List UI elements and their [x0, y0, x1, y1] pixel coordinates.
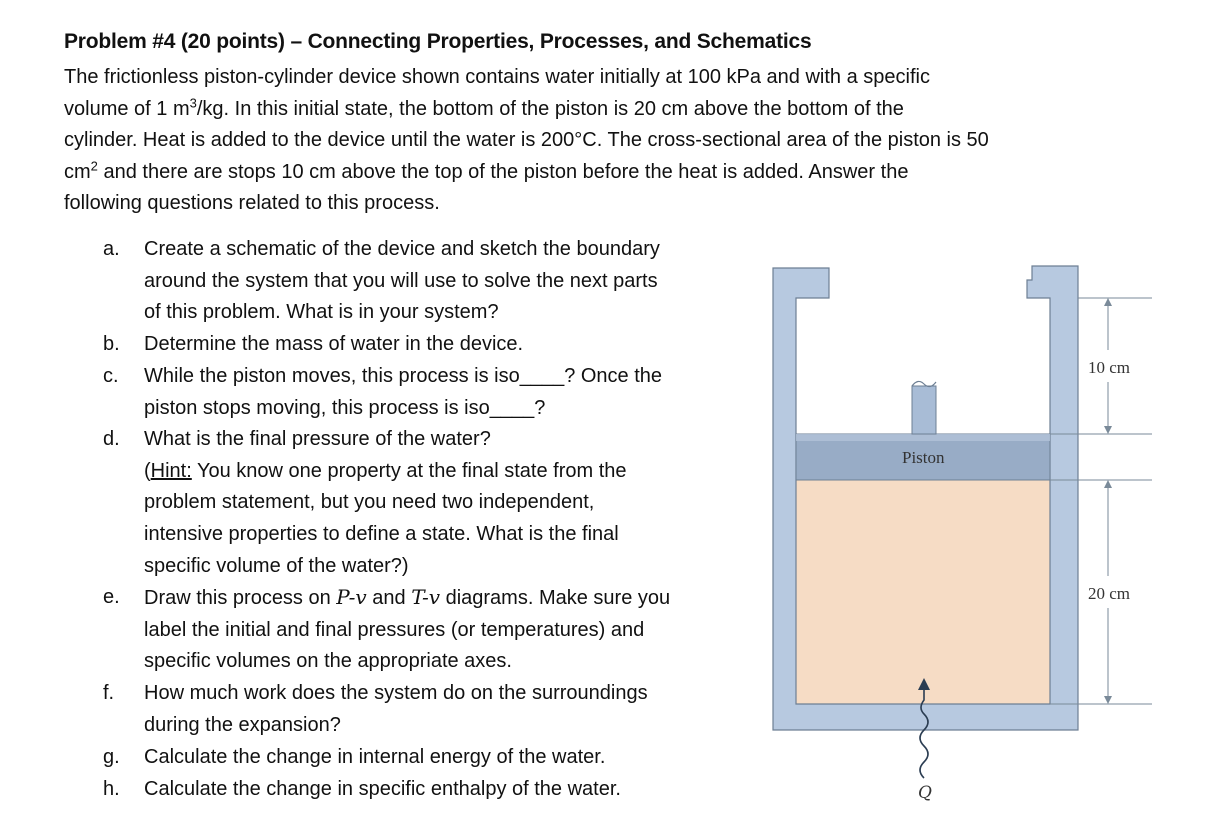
question-line — [144, 582, 744, 615]
arrow-down-icon — [1104, 426, 1112, 434]
statement-line — [64, 125, 1144, 157]
question-body — [144, 329, 744, 361]
question-line: problem statement, but you need two independent, — [144, 491, 595, 514]
question-line: intensive properties to define a state. What is the final — [144, 523, 619, 546]
arrow-down-icon — [1104, 696, 1112, 704]
question-line: during the expansion? — [144, 713, 341, 736]
statement-text: volume of 1 m — [64, 97, 190, 120]
piston-rod — [912, 386, 936, 434]
statement-text: cylinder. Heat is added to the device until the water is 200°C. The cross-sectional area of the piston is 50 — [64, 129, 989, 151]
question-line: specific volumes on the appropriate axes. — [144, 650, 512, 673]
statement-text: cm — [64, 160, 91, 183]
question-line — [144, 456, 744, 488]
pv-diagram-term: P-v — [336, 585, 367, 609]
question-line: While the piston moves, this process is iso____? Once the — [144, 365, 663, 387]
dimension-10cm-label: 10 cm — [1088, 358, 1131, 377]
question-line: What is the final pressure of the water? — [144, 428, 491, 450]
question-letter: g. — [103, 746, 120, 768]
water-region — [796, 480, 1050, 704]
question-letter: b. — [103, 333, 120, 355]
statement-text: The frictionless piston-cylinder device shown contains water initially at 100 kPa and with a specific — [64, 66, 930, 88]
piston-highlight — [796, 434, 1050, 441]
question-line: How much work does the system do on the surroundings — [144, 682, 648, 704]
tv-diagram-term: T-v — [411, 585, 441, 609]
problem-title: Problem #4 (20 points) – Connecting Properties, Processes, and Schematics — [64, 30, 812, 53]
superscript: 2 — [90, 157, 98, 173]
question-line: around the system that you will use to solve the next parts — [144, 269, 658, 292]
piston-label: Piston — [902, 448, 945, 467]
dimension-20cm-label: 20 cm — [1088, 584, 1131, 603]
superscript: 3 — [189, 94, 197, 110]
question-line: Create a schematic of the device and sketch the boundary — [144, 238, 660, 260]
statement-line — [64, 62, 1144, 94]
question-body — [144, 361, 744, 424]
question-line: Calculate the change in internal energy of the water. — [144, 746, 606, 768]
heat-label: Q — [918, 783, 932, 803]
question-body — [144, 678, 744, 741]
question-text: diagrams. Make sure you — [440, 587, 671, 609]
question-letter: c. — [103, 365, 119, 387]
question-body — [144, 582, 744, 678]
question-letter: e. — [103, 586, 120, 608]
question-line: Determine the mass of water in the device. — [144, 333, 524, 355]
question-letter: a. — [103, 238, 120, 260]
question-line: label the initial and final pressures (or temperatures) and — [144, 618, 645, 641]
statement-line — [64, 157, 1144, 189]
question-body — [144, 742, 744, 774]
question-body — [144, 424, 744, 583]
question-letter: h. — [103, 778, 120, 800]
statement-text: /kg. In this initial state, the bottom of the piston is 20 cm above the bottom of the — [196, 97, 904, 120]
statement-line — [64, 94, 1144, 126]
question-text: ( — [144, 459, 151, 482]
question-text: Draw this process on — [144, 587, 337, 609]
statement-line — [64, 188, 1144, 220]
question-body — [144, 774, 744, 806]
question-line: specific volume of the water?) — [144, 554, 409, 577]
question-letter: f. — [103, 682, 115, 704]
statement-text: following questions related to this process. — [64, 192, 440, 214]
statement-text: and there are stops 10 cm above the top of the piston before the heat is added. Answer the — [97, 160, 909, 183]
problem-statement — [64, 62, 1144, 220]
question-body — [144, 234, 744, 329]
question-text: and — [366, 587, 412, 609]
arrow-up-icon — [1104, 298, 1112, 306]
piston-cylinder-figure — [740, 250, 1160, 810]
question-line: Calculate the change in specific enthalpy of the water. — [144, 778, 621, 800]
question-text: You know one property at the final state from the — [191, 459, 627, 482]
question-line: of this problem. What is in your system? — [144, 301, 499, 324]
question-letter: d. — [103, 428, 120, 450]
hint-word: Hint: — [150, 459, 192, 482]
arrow-up-icon — [1104, 480, 1112, 488]
piston-cylinder-svg — [740, 250, 1160, 810]
question-line: piston stops moving, this process is iso____? — [144, 396, 546, 419]
